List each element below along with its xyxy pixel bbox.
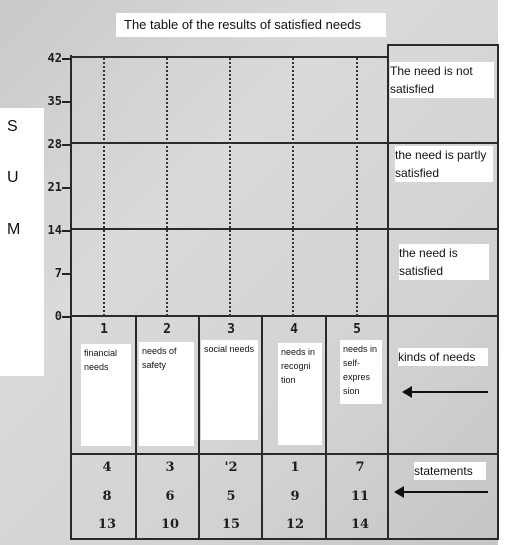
y-tick-28: 28 — [47, 137, 62, 151]
y-tick-7: 7 — [54, 266, 62, 280]
statement-number: 1 — [290, 460, 300, 475]
statement-number: 6 — [165, 489, 175, 504]
statement-number: 14 — [350, 517, 370, 532]
y-tick-21: 21 — [47, 180, 62, 194]
sum-letter-s: S — [7, 118, 18, 135]
kinds-of-needs-label: kinds of needs — [398, 348, 488, 366]
statements-label: statements — [414, 462, 486, 480]
need-recognition: needs in recogni tion — [278, 343, 322, 445]
white-margin-right — [498, 0, 518, 545]
y-axis-line — [70, 55, 72, 539]
y-tick-42: 42 — [47, 51, 62, 65]
need-self-expression: needs in self- expres sion — [340, 340, 382, 404]
statement-number: 10 — [160, 517, 180, 532]
statement-number: 13 — [97, 517, 117, 532]
sum-letter-u: U — [7, 169, 19, 186]
grid-right-border — [387, 45, 389, 539]
statement-number: 11 — [350, 489, 370, 504]
statement-number: '2 — [224, 460, 238, 475]
y-tick-14: 14 — [47, 223, 62, 237]
band-label-satisfied: the need is satisfied — [399, 244, 489, 280]
statement-number: 9 — [290, 489, 300, 504]
dashed-guide-3 — [229, 58, 231, 316]
statement-number: 3 — [165, 460, 175, 475]
column-separator — [135, 315, 137, 539]
column-separator — [261, 315, 263, 539]
statement-number: 12 — [285, 517, 305, 532]
y-tick-0: 0 — [54, 309, 62, 323]
table-title: The table of the results of satisfied needs — [116, 13, 386, 37]
statement-number: 15 — [221, 517, 241, 532]
outer-top-line — [387, 44, 499, 46]
statement-number: 4 — [102, 460, 112, 475]
column-number-1: 1 — [100, 322, 108, 337]
need-financial: financial needs — [81, 344, 131, 446]
column-separator — [325, 315, 327, 539]
column-separator — [198, 315, 200, 539]
column-number-3: 3 — [227, 322, 235, 337]
band-line-14 — [70, 228, 499, 230]
band-label-not-satisfied: The need is not satisfied — [390, 62, 494, 98]
y-tick-35: 35 — [47, 94, 62, 108]
sum-letter-m: M — [7, 221, 21, 238]
band-label-partly-satisfied: the need is partly satisfied — [395, 146, 493, 182]
statement-number: 5 — [226, 489, 236, 504]
arrow-left-icon — [402, 491, 488, 493]
dashed-guide-4 — [292, 58, 294, 316]
statement-number: 7 — [355, 460, 365, 475]
statement-number: 8 — [102, 489, 112, 504]
band-line-28 — [70, 142, 499, 144]
dashed-guide-2 — [166, 58, 168, 316]
dashed-guide-1 — [103, 58, 105, 316]
column-number-5: 5 — [353, 322, 361, 337]
need-safety: needs of safety — [139, 342, 194, 446]
column-number-4: 4 — [290, 322, 298, 337]
need-social: social needs — [201, 340, 258, 440]
outer-right-border — [497, 44, 499, 539]
dashed-guide-5 — [356, 58, 358, 316]
column-number-2: 2 — [163, 322, 171, 337]
arrow-left-icon — [410, 391, 488, 393]
